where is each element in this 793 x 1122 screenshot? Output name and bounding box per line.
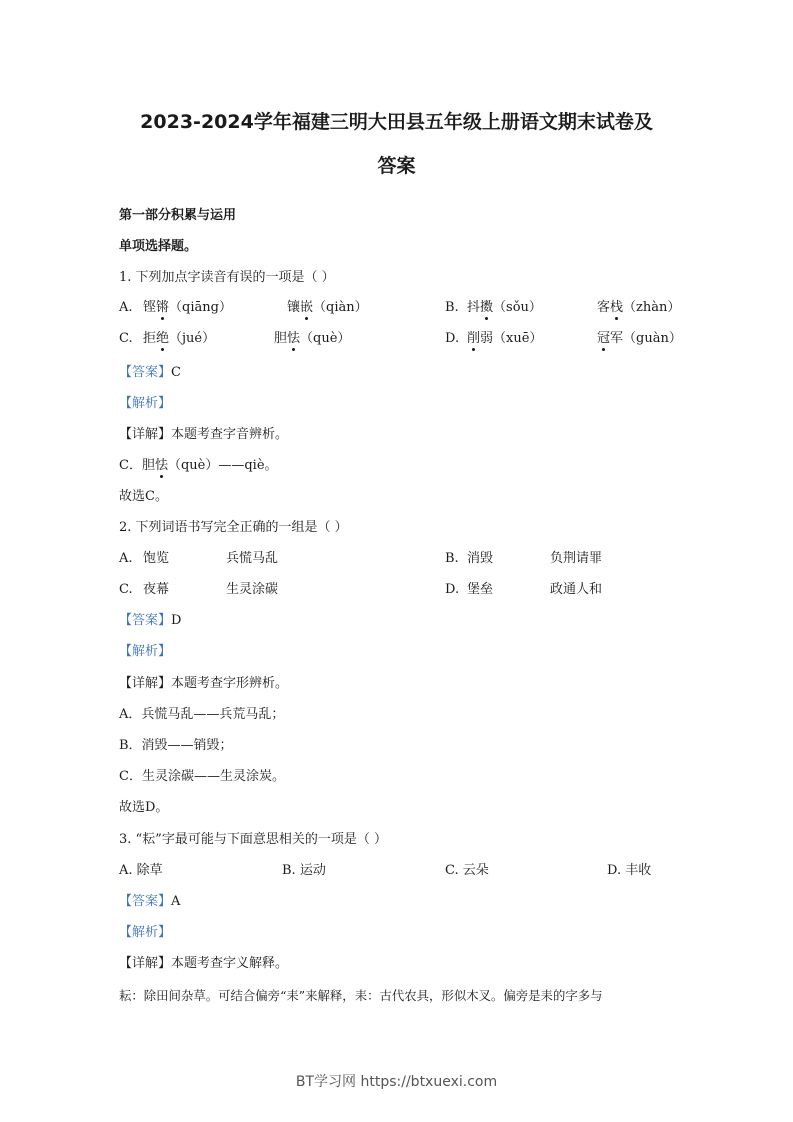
q1-option-c-word1: 拒绝（jué）: [143, 331, 216, 346]
q1-explanation: C．胆怯（què）——qiè。: [119, 458, 278, 473]
q1-conclusion: 故选C。: [119, 489, 168, 504]
q1-analysis-tag: 【解析】: [119, 396, 172, 411]
document-title: [100, 100, 693, 188]
q2-option-b-word2: 负荆请罪: [550, 551, 603, 566]
q2-option-c-word1: 夜幕: [143, 582, 170, 597]
q2-option-a-label: A.: [119, 551, 133, 566]
q2-explanation-a: A．兵慌马乱——兵荒马乱；: [119, 707, 285, 722]
q2-explanation-b: B．消毁——销毁；: [119, 738, 233, 753]
title-line-2: 答案: [377, 155, 416, 177]
q2-option-d-word2: 政通人和: [550, 582, 603, 597]
q2-detail: 【详解】本题考查字形辨析。: [119, 676, 289, 691]
q1-option-a-word1: 铿锵（qiāng）: [143, 300, 232, 315]
q3-answer: 【答案】A: [119, 894, 181, 909]
q3-analysis-tag: 【解析】: [119, 925, 172, 940]
section-heading: 第一部分积累与运用: [119, 208, 237, 223]
q2-analysis-tag: 【解析】: [119, 644, 172, 659]
subsection-heading: 单项选择题。: [119, 239, 198, 254]
q3-explanation: 耘：除田间杂草。可结合偏旁“耒”来解释，耒：古代农具，形似木叉。偏旁是耒的字多与: [119, 988, 603, 1003]
q1-option-d-word1: 削弱（xuē）: [467, 331, 543, 346]
q1-answer: 【答案】C: [119, 365, 181, 380]
q2-option-c-word2: 生灵涂碳: [226, 582, 279, 597]
q2-option-d-word1: 堡垒: [467, 582, 494, 597]
q1-detail: 【详解】本题考查字音辨析。: [119, 427, 289, 442]
q2-option-d-label: D.: [445, 582, 460, 597]
q1-option-a-label: A.: [119, 300, 133, 315]
q1-option-b-word1: 抖擞（sǒu）: [467, 300, 542, 315]
q1-option-b-word2: 客栈（zhàn）: [597, 300, 681, 315]
q1-option-a-word2: 镶嵌（qiàn）: [287, 300, 368, 315]
question-3-stem: 3. “耘”字最可能与下面意思相关的一项是（ ）: [119, 832, 387, 847]
q3-option-d: D. 丰收: [607, 863, 652, 878]
q3-option-a: A. 除草: [119, 863, 163, 878]
q1-option-d-label: D.: [445, 331, 460, 346]
footer-watermark: BT学习网 https://btxuexi.com: [295, 1074, 498, 1090]
q1-option-b-label: B.: [445, 300, 459, 315]
question-1-stem: 1. 下列加点字读音有误的一项是（ ）: [119, 270, 335, 285]
q2-option-a-word2: 兵慌马乱: [226, 551, 279, 566]
q2-option-c-label: C.: [119, 582, 133, 597]
q1-option-c-word2: 胆怯（què）: [274, 331, 351, 346]
q2-option-b-label: B.: [445, 551, 459, 566]
q2-option-b-word1: 消毁: [467, 551, 494, 566]
q1-option-d-word2: 冠军（guàn）: [597, 331, 682, 346]
q3-detail: 【详解】本题考查字义解释。: [119, 956, 289, 971]
q3-option-c: C. 云朵: [445, 863, 489, 878]
q3-option-b: B. 运动: [282, 863, 326, 878]
q2-answer: 【答案】D: [119, 613, 182, 628]
q2-conclusion: 故选D。: [119, 800, 169, 815]
q1-option-c-label: C.: [119, 331, 133, 346]
q2-option-a-word1: 饱览: [143, 551, 170, 566]
title-line-1: 2023-2024学年福建三明大田县五年级上册语文期末试卷及: [140, 111, 653, 133]
q2-explanation-c: C．生灵涂碳——生灵涂炭。: [119, 769, 285, 784]
question-2-stem: 2. 下列词语书写完全正确的一组是（ ）: [119, 520, 348, 535]
